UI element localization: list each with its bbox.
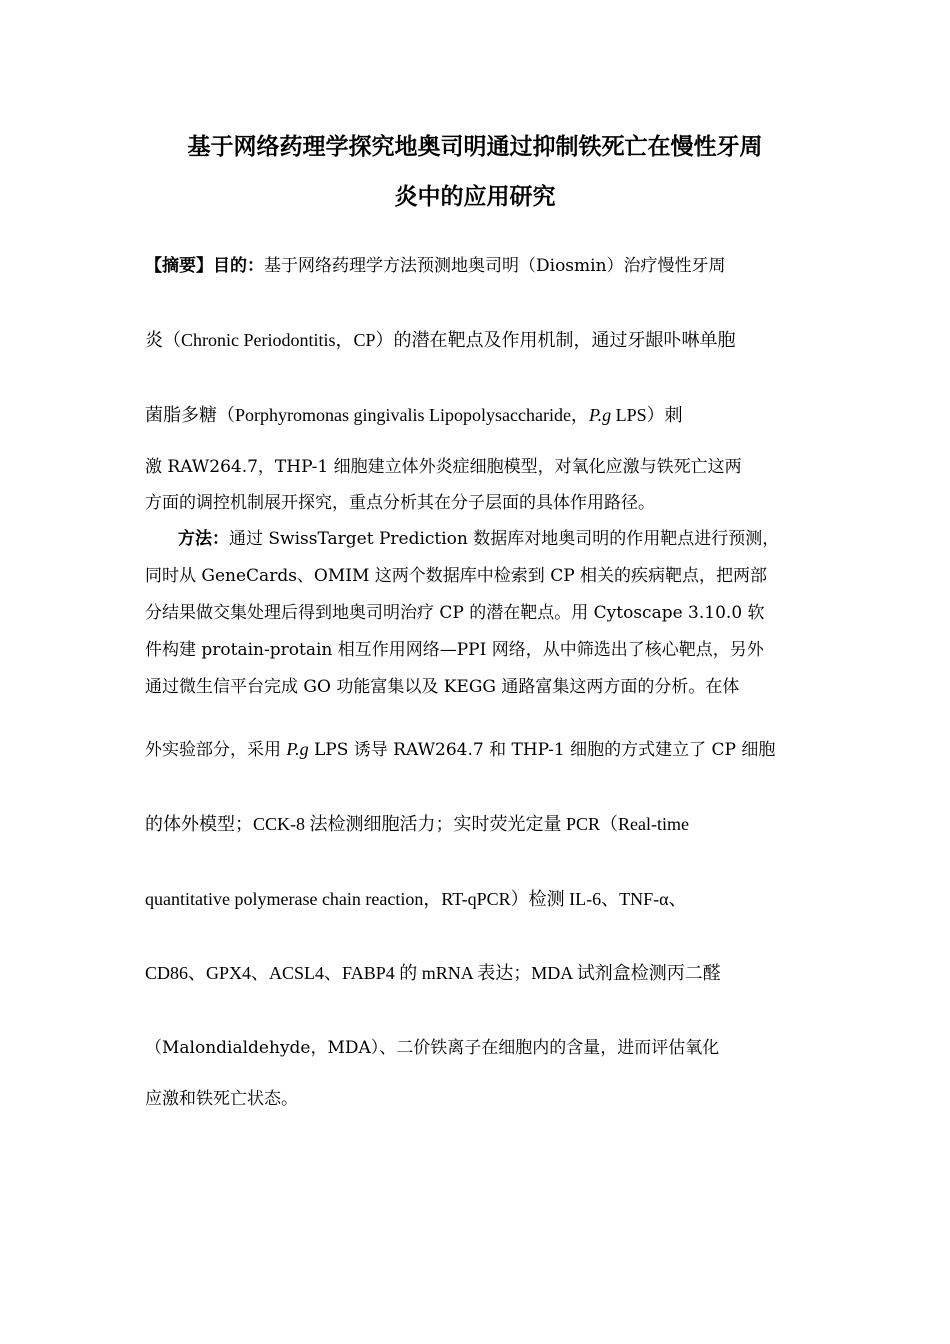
abstract-text-3b: LPS）刺 <box>611 405 683 425</box>
pg-italic-2: P.g <box>286 739 309 759</box>
methods-line-7: 的体外模型；CCK-8 法检测细胞活力；实时荧光定量 PCR（Real-time <box>145 814 689 834</box>
abstract-line-1 <box>145 254 726 278</box>
methods-text-1: 通过 SwissTarget Prediction 数据库对地奥司明的作用靶点进行预测， <box>229 529 780 549</box>
methods-line-8: quantitative polymerase chain reaction，RT-qPCR）检测 IL-6、TNF-α、 <box>145 889 687 909</box>
methods-line-2: 同时从 GeneCards、OMIM 这两个数据库中检索到 CP 相关的疾病靶点，把两部 <box>145 566 768 586</box>
pg-italic: P.g <box>588 405 612 425</box>
abstract-line-5: 方面的调控机制展开探究，重点分析其在分子层面的具体作用路径。 <box>145 493 655 513</box>
title-line-1: 基于网络药理学探究地奥司明通过抑制铁死亡在慢性牙周 <box>187 134 763 160</box>
methods-line-4: 件构建 protain-protain 相互作用网络—PPI 网络，从中筛选出了核心靶点，另外 <box>145 640 764 660</box>
abstract-line-2: 炎（Chronic Periodontitis，CP）的潜在靶点及作用机制，通过牙龈卟啉单胞 <box>145 330 736 350</box>
methods-label: 方法： <box>178 529 229 549</box>
abstract-text-1: 基于网络药理学方法预测地奥司明（Diosmin）治疗慢性牙周 <box>264 256 726 276</box>
methods-line-5: 通过微生信平台完成 GO 功能富集以及 KEGG 通路富集这两方面的分析。在体 <box>145 677 740 697</box>
abstract-label: 【摘要】 <box>145 256 213 276</box>
methods-line-6 <box>145 737 775 762</box>
abstract-line-3 <box>145 403 683 427</box>
methods-line-11: 应激和铁死亡状态。 <box>145 1089 298 1109</box>
title-line-2: 炎中的应用研究 <box>394 184 556 210</box>
methods-line-9: CD86、GPX4、ACSL4、FABP4 的 mRNA 表达；MDA 试剂盒检测丙二醛 <box>145 963 721 983</box>
methods-text-6a: 外实验部分，采用 <box>145 740 287 760</box>
abstract-line-4: 激 RAW264.7，THP-1 细胞建立体外炎症细胞模型，对氧化应激与铁死亡这两 <box>145 457 742 477</box>
abstract-text-3a: 菌脂多糖（Porphyromonas gingivalis Lipopolysaccharide， <box>145 405 589 425</box>
methods-text-6b: LPS 诱导 RAW264.7 和 THP-1 细胞的方式建立了 CP 细胞 <box>308 740 776 760</box>
methods-line-10: （Malondialdehyde，MDA）、二价铁离子在细胞内的含量，进而评估氧化 <box>145 1038 720 1058</box>
methods-line-3: 分结果做交集处理后得到地奥司明治疗 CP 的潜在靶点。用 Cytoscape 3.10.0 软 <box>145 603 765 623</box>
methods-line-1 <box>178 527 779 551</box>
purpose-label: 目的： <box>213 256 264 276</box>
